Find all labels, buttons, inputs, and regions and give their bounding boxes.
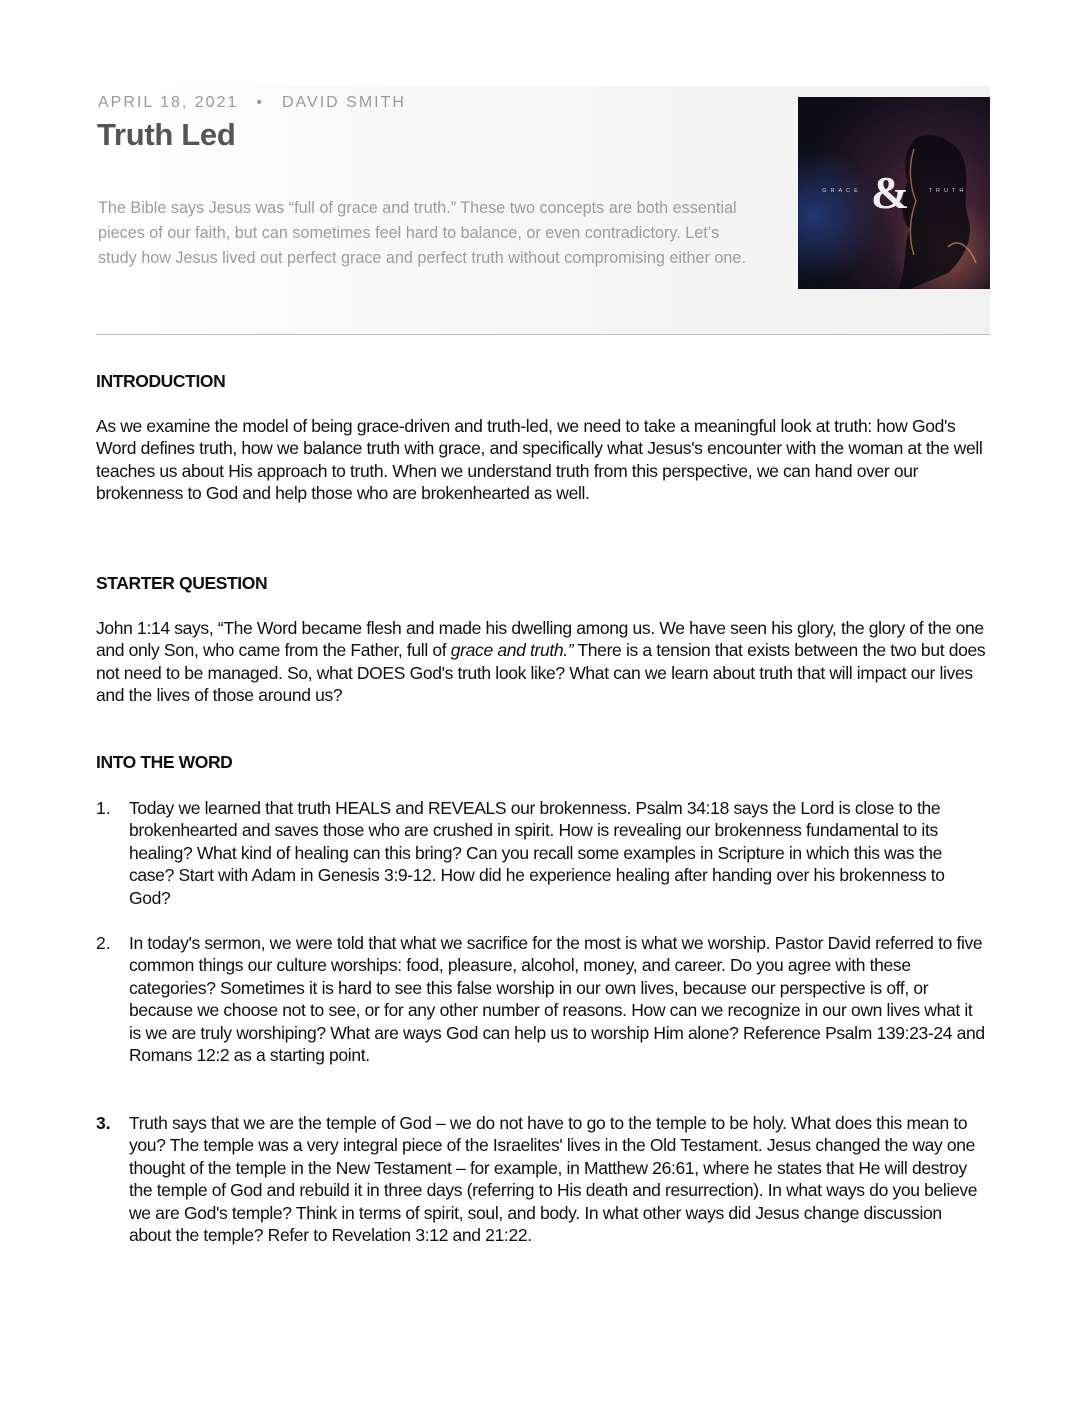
sermon-author: DAVID SMITH: [281, 94, 406, 111]
question-number: 3.: [96, 1113, 111, 1133]
introduction-heading: INTRODUCTION: [96, 371, 226, 391]
starter-question-heading: STARTER QUESTION: [96, 573, 268, 593]
starter-text-part2: There is a tension that exists between the two but does not need to be managed. So, what DOES God's truth look like? What can we learn about truth that will impact our lives and the lives of those around us?: [96, 640, 986, 706]
starter-question-body: [96, 617, 996, 707]
series-cover-image: [798, 97, 990, 289]
cover-ampersand: &: [870, 167, 910, 218]
starter-italic-quote: grace and truth.”: [450, 640, 574, 661]
page-title: Truth Led: [97, 117, 236, 152]
cover-word-grace: GRACE: [822, 188, 862, 194]
sermon-summary: The Bible says Jesus was “full of grace and truth.” These two concepts are both essential pieces of our faith, but can sometimes feel hard to balance, or even contradictory. Let’s study how Jesus lived out perfect grace and perfect truth without compromising either one.: [98, 199, 746, 267]
question-text: Today we learned that truth HEALS and REVEALS our brokenness. Psalm 34:18 says the Lord is close to the brokenhearted and saves those who are crushed in spirit. How is revealing our brokenness fundamental to its healing? What kind of healing can this bring? Can you recall some examples in Scripture in which this was the case? Start with Adam in Genesis 3:9-12. How did he experience healing after handing over his brokenness to God?: [129, 798, 945, 908]
cover-word-truth: TRUTH: [928, 188, 968, 194]
sermon-meta: [98, 94, 406, 112]
introduction-body: As we examine the model of being grace-driven and truth-led, we need to take a meaningful look at truth: how God's Word defines truth, how we balance truth with grace, and specifically what Jesus's encounter with the woman at the well teaches us about His approach to truth. When we understand truth from this perspective, we can hand over our brokenness to God and help those who are brokenhearted as well.: [96, 416, 983, 504]
question-text: Truth says that we are the temple of God – we do not have to go to the temple to be holy. What does this mean to you? The temple was a very integral piece of the Israelites' lives in the Old Testament. Jesus changed the way one thought of the temple in the New Testament – for example, in Matthew 26:61, where he states that He will destroy the temple of God and rebuild it in three days (referring to His death and resurrection). In what ways do you believe we are God's temple? Think in terms of spirit, soul, and body. In what other ways did Jesus change discussion about the temple? Refer to Revelation 3:12 and 21:22.: [129, 1113, 978, 1246]
meta-separator: •: [256, 94, 264, 111]
question-number: 1.: [96, 798, 111, 818]
into-the-word-heading: INTO THE WORD: [96, 752, 233, 772]
question-number: 2.: [96, 933, 111, 953]
question-text: In today's sermon, we were told that what we sacrifice for the most is what we worship. Pastor David referred to five common things our culture worships: food, pleasure, alcohol, money, and career. Do you agree with these categories? Sometimes it is hard to see this false worship in our own lives, because our perspective is off, or because we choose not to see, or for any other number of reasons. How can we recognize in our own lives what it is we are truly worshiping? What are ways God can help us to worship Him alone? Reference Psalm 139:23-24 and Romans 12:2 as a starting point.: [129, 933, 985, 1066]
sermon-date: APRIL 18, 2021: [98, 94, 239, 111]
starter-text-part1: John 1:14 says, “The Word became flesh and made his dwelling among us. We have seen his glory, the glory of the one and only Son, who came from the Father, full of: [96, 618, 984, 661]
